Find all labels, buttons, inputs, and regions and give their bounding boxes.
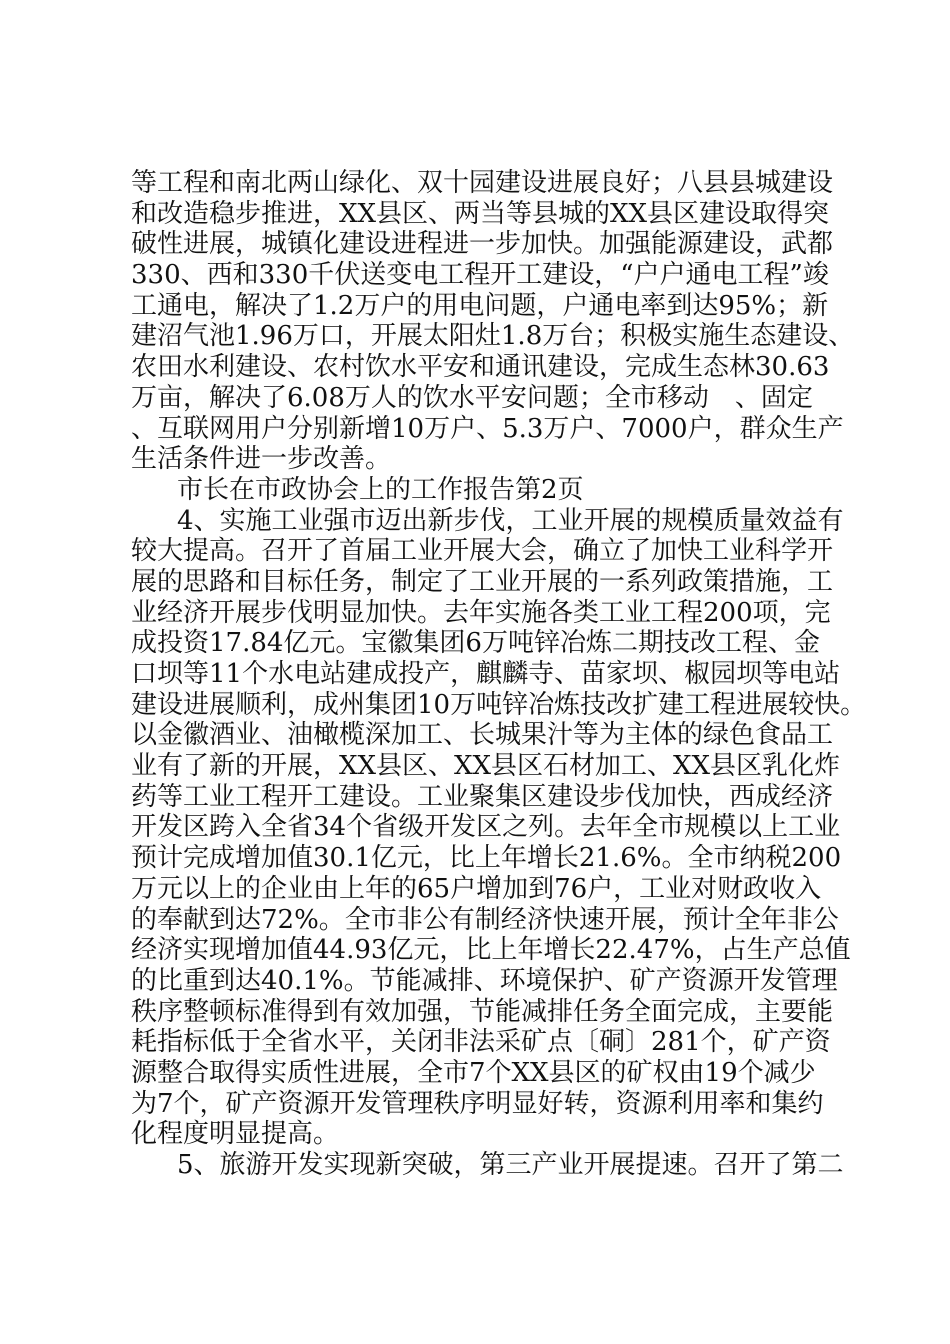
text-line: 耗指标低于全省水平，关闭非法采矿点〔硐〕281个，矿产资 [131, 1027, 831, 1058]
page-title-line: 市长在市政协会上的工作报告第2页 [177, 474, 584, 505]
text-line: 为7个，矿产资源开发管理秩序明显好转，资源利用率和集约 [131, 1088, 824, 1119]
report-body-text [131, 168, 867, 1181]
text-line: 生活条件进一步改善。 [131, 444, 392, 475]
text-line: 药等工业工程开工建设。工业聚集区建设步伐加快，西成经济 [131, 781, 834, 812]
text-line: 破性进展，城镇化建设进程进一步加快。加强能源建设，武都 [131, 229, 834, 260]
text-line: 等工程和南北两山绿化、双十园建设进展良好；八县县城建设 [131, 168, 834, 198]
text-line: 万元以上的企业由上年的65户增加到76户，工业对财政收入 [131, 873, 822, 904]
paragraph-start-line: 5、旅游开发实现新突破，第三产业开展提速。召开了第二 [177, 1150, 844, 1180]
text-line: 较大提高。召开了首届工业开展大会，确立了加快工业科学开 [131, 536, 834, 567]
text-line: 经济实现增加值44.93亿元，比上年增长22.47%，占生产总值 [131, 935, 851, 966]
text-line: 预计完成增加值30.1亿元，比上年增长21.6%。全市纳税200 [131, 843, 842, 874]
text-line: 建沼气池1.96万口，开展太阳灶1.8万台；积极实施生态建设、 [131, 321, 855, 352]
text-line: 建设进展顺利，成州集团10万吨锌冶炼技改扩建工程进展较快。 [131, 689, 867, 720]
paragraph-start-line: 4、实施工业强市迈出新步伐，工业开展的规模质量效益有 [177, 505, 844, 536]
text-line: 源整合取得实质性进展，全市7个XX县区的矿权由19个减少 [131, 1057, 816, 1088]
text-line: 业有了新的开展，XX县区、XX县区石材加工、XX县区乳化炸 [131, 751, 841, 782]
text-line: 万亩，解决了6.08万人的饮水平安问题；全市移动 、固定 [131, 382, 813, 413]
text-line: 的比重到达40.1%。节能减排、环境保护、矿产资源开发管理 [131, 965, 838, 996]
text-line: 展的思路和目标任务，制定了工业开展的一系列政策措施，工 [131, 566, 834, 597]
text-line: 秩序整顿标准得到有效加强，节能减排任务全面完成，主要能 [131, 996, 834, 1027]
text-line: 化程度明显提高。 [131, 1119, 340, 1150]
text-line: 以金徽酒业、油橄榄深加工、长城果汁等为主体的绿色食品工 [131, 720, 834, 751]
text-line: 、互联网用户分别新增10万户、5.3万户、7000户，群众生产 [131, 413, 844, 444]
text-line: 成投资17.84亿元。宝徽集团6万吨锌冶炼二期技改工程、金 [131, 628, 820, 659]
text-line: 开发区跨入全省34个省级开发区之列。去年全市规模以上工业 [131, 812, 841, 843]
text-line: 口坝等11个水电站建成投产，麒麟寺、苗家坝、椒园坝等电站 [131, 659, 841, 689]
text-line: 农田水利建设、农村饮水平安和通讯建设，完成生态林30.63 [131, 352, 830, 383]
text-line: 和改造稳步推进，XX县区、两当等县城的XX县区建设取得突 [131, 198, 830, 229]
text-line: 工通电，解决了1.2万户的用电问题，户通电率到达95%；新 [131, 290, 829, 321]
text-line: 330、西和330千伏送变电工程开工建设，“户户通电工程”竣 [131, 260, 829, 291]
text-line: 业经济开展步伐明显加快。去年实施各类工业工程200项，完 [131, 597, 831, 628]
text-line: 的奉献到达72%。全市非公有制经济快速开展，预计全年非公 [131, 904, 839, 935]
